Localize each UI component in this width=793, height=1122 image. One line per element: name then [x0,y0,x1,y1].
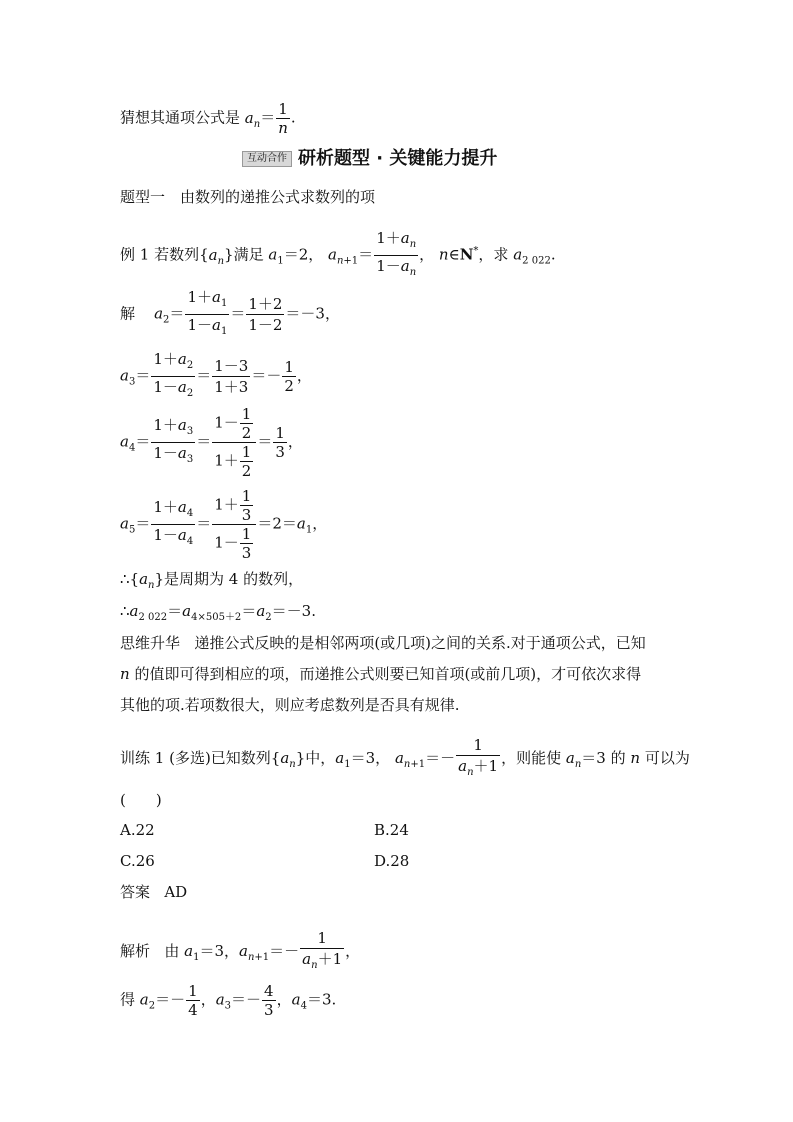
result-statement: $\therefore a_{2 022}=a_{4\times 505+2}=a_2=-3$. [120,602,316,623]
option-d: D.28 [374,852,410,870]
conjecture-line: 猜想其通项公式是 $a_n=$ $\frac{1}{n}$ . [120,100,296,137]
periodic-text: }是周期为 4 的数列， [154,570,304,588]
training-1: 训练 1 (多选)已知数列$\{a_n\}$中，$a_1=3$， $a_{n+1}=-$ $\frac{1}{a_n+1}$ ，则能使 $a_n=3$ 的 n 可以为 [120,736,690,778]
analysis-result: 得 $a_2=-$ $\frac{1}{4}$ ，$a_3=-$ $\frac{4}{3}$ ，$a_4=3$. [120,982,337,1019]
solution-a2: 解 $a_2=$ $\frac{1+a_1}{1-a_1}$ ＝ $\frac{1+2}{1-2}$ ＝－3， [120,288,340,337]
analysis-get: 得 [120,990,136,1009]
example-1: 例 1 若数列$\{a_n\}$满足 $a_1=2$， $a_{n+1}=$ $\frac{1+a_n}{1-a_n}$ ， n∈N*，求 $a_{2 022}$. [120,228,556,283]
fraction-1-over-n: $\frac{1}{n}$ [278,100,288,137]
answer-label: 答案 [120,883,151,901]
insight-label: 思维升华 [120,634,181,652]
example-ask: ，求 [478,245,509,264]
example-label: 例 1 [120,245,150,264]
conjecture-text: 猜想其通项公式是 [120,108,241,127]
training-label: 训练 1 [120,749,165,767]
example-text-b: }满足 [224,245,264,264]
insight-text-1: 递推公式反映的是相邻两项(或几项)之间的关系.对于通项公式，已知 [194,634,646,652]
recurrence-fraction: $\frac{1+a_n}{1-a_n}$ [376,229,417,278]
option-a: A.22 [120,821,155,839]
periodic-statement: $\therefore\{a_n\}$是周期为 4 的数列， [120,570,304,591]
example-text-a: 若数列{ [154,245,209,264]
solution-a5: $a_5=$ $\frac{1+a_4}{1-a_4}$ ＝ 1＋ $\frac{1}{3}$ 1－ $\frac{1}{3}$ $=2=a_1$， [120,487,328,562]
analysis-label: 解析 [120,942,151,960]
answer-value: AD [164,883,188,901]
section-badge: 互动合作 [242,151,292,167]
solution-a4: $a_4=$ $\frac{1+a_3}{1-a_3}$ ＝ 1－ $\frac{1}{2}$ 1＋ $\frac{1}{2}$ ＝ $\frac{1}{3}$ ， [120,405,303,480]
type1-title: 题型一 由数列的递推公式求数列的项 [120,188,376,206]
insight-line-3: 其他的项.若项数很大，则应考虑数列是否具有规律. [120,696,460,714]
insight-text-2: 的值即可得到相应的项，而递推公式则要已知首项(或前几项)，才可依次求得 [134,665,642,683]
training-text-c: ，则能使 [501,749,562,767]
analysis-from: 由 [164,942,180,960]
option-b: B.24 [374,821,409,839]
training-text-b: }中， [295,749,336,767]
insight-line-2: n 的值即可得到相应的项，而递推公式则要已知首项(或前几项)，才可依次求得 [120,665,642,683]
solution-label: 解 [120,304,136,323]
result-value: ＝－3. [271,602,316,620]
training-text-e: 可以为 [644,749,690,767]
answer-bracket: ( ) [120,791,162,809]
training-text-a: (多选)已知数列{ [169,749,281,767]
option-c: C.26 [120,852,155,870]
insight-line-1 [120,633,646,653]
analysis-line: 解析 由 $a_1=3$，$a_{n+1}=-$ $\frac{1}{a_n+1}$ ， [120,929,361,971]
section-header [242,148,497,169]
solution-a3: $a_3=$ $\frac{1+a_2}{1-a_2}$ ＝ $\frac{1-3}{1+3}$ ＝－ $\frac{1}{2}$ ， [120,350,312,399]
section-title: 研析题型 · 关键能力提升 [298,148,498,169]
answer-line [120,882,187,902]
training-text-d: ＝3 的 [581,749,626,767]
